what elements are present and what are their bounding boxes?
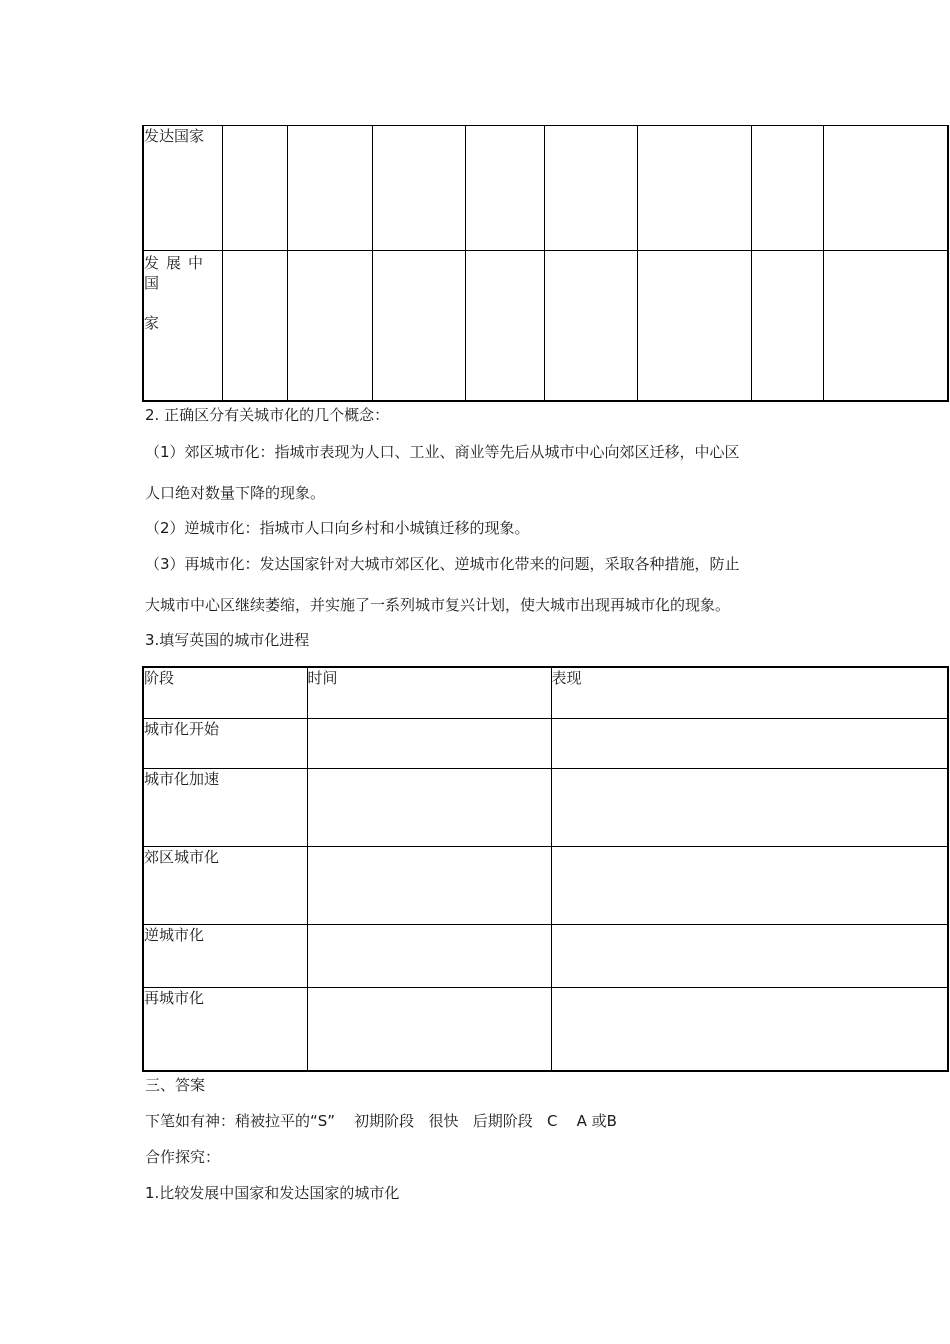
stage-label: 城市化开始	[143, 718, 307, 768]
row-label-developing: 发展中国 家	[143, 251, 222, 401]
stage-label: 逆城市化	[143, 924, 307, 987]
table-row	[143, 768, 948, 846]
table-row	[143, 126, 948, 251]
header-stage: 阶段	[143, 667, 307, 718]
answers-title: 三、答案	[145, 1076, 206, 1094]
answers-line: 下笔如有神：稍被拉平的“S” 初期阶段 很快 后期阶段 C A 或B	[145, 1112, 617, 1130]
section-3-title: 3.填写英国的城市化进程	[145, 631, 310, 649]
table-row	[143, 987, 948, 1071]
table-header-row	[143, 667, 948, 718]
concept-2: （2）逆城市化：指城市人口向乡村和小城镇迁移的现象。	[145, 519, 530, 537]
row-label-developed: 发达国家	[143, 126, 222, 251]
concept-1-line2: 人口绝对数量下降的现象。	[145, 484, 326, 502]
stage-label: 郊区城市化	[143, 846, 307, 924]
table-row	[143, 846, 948, 924]
concept-1-line1: （1）郊区城市化：指城市表现为人口、工业、商业等先后从城市中心向郊区迁移，中心区	[145, 443, 740, 461]
stage-label: 再城市化	[143, 987, 307, 1071]
cooperative-inquiry-label: 合作探究：	[145, 1148, 221, 1166]
table-row	[143, 718, 948, 768]
comparison-table	[142, 125, 949, 402]
section-2-title: 2. 正确区分有关城市化的几个概念：	[145, 406, 390, 424]
uk-urbanization-table	[142, 666, 949, 1072]
concept-3-line2: 大城市中心区继续萎缩，并实施了一系列城市复兴计划，使大城市出现再城市化的现象。	[145, 596, 731, 614]
stage-label: 城市化加速	[143, 768, 307, 846]
compare-heading: 1.比较发展中国家和发达国家的城市化	[145, 1184, 400, 1202]
header-performance: 表现	[551, 667, 948, 718]
concept-3-line1: （3）再城市化：发达国家针对大城市郊区化、逆城市化带来的问题，采取各种措施，防止	[145, 555, 740, 573]
table-row	[143, 924, 948, 987]
table-row	[143, 251, 948, 401]
header-time: 时间	[307, 667, 551, 718]
